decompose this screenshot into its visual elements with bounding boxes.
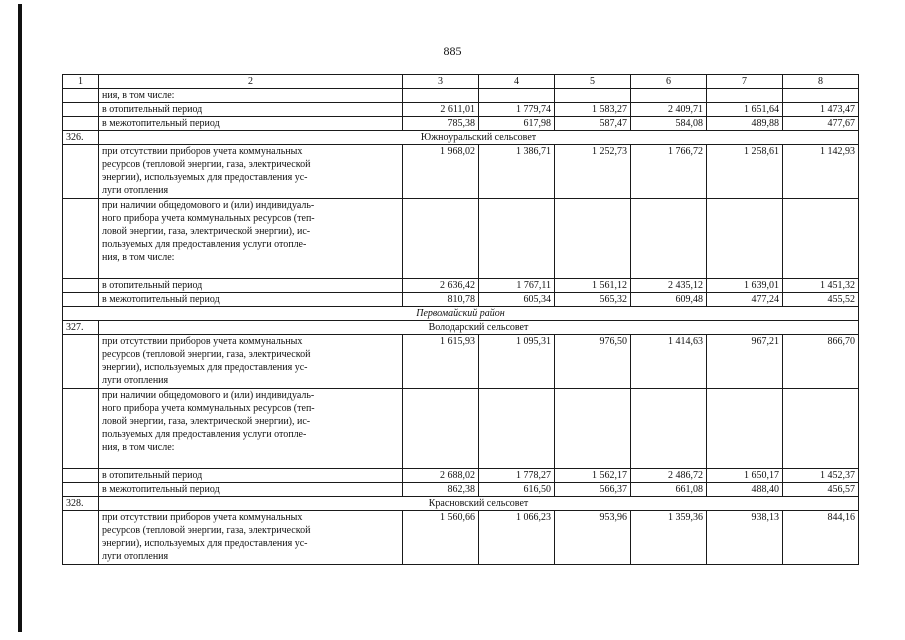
table-row xyxy=(63,199,859,279)
value-cell xyxy=(631,389,707,469)
value-cell xyxy=(479,389,555,469)
value-cell xyxy=(783,389,859,469)
value-cell: 616,50 xyxy=(479,483,555,497)
row-number xyxy=(63,117,99,131)
value-cell: 953,96 xyxy=(555,511,631,565)
row-label: в отопительный период xyxy=(99,103,403,117)
binding-edge-line xyxy=(18,4,22,632)
value-cell: 862,38 xyxy=(403,483,479,497)
value-cell: 1 583,27 xyxy=(555,103,631,117)
table-row xyxy=(63,145,859,199)
value-cell: 2 636,42 xyxy=(403,279,479,293)
value-cell xyxy=(555,199,631,279)
district-row xyxy=(63,307,859,321)
section-row xyxy=(63,321,859,335)
value-cell: 2 486,72 xyxy=(631,469,707,483)
header-row xyxy=(63,75,859,89)
value-cell xyxy=(403,199,479,279)
value-cell: 938,13 xyxy=(707,511,783,565)
row-label: ния, в том числе: xyxy=(99,89,403,103)
row-number xyxy=(63,335,99,389)
tariff-table xyxy=(62,74,859,565)
value-cell: 455,52 xyxy=(783,293,859,307)
value-cell: 1 414,63 xyxy=(631,335,707,389)
value-cell: 2 409,71 xyxy=(631,103,707,117)
value-cell xyxy=(707,199,783,279)
section-row xyxy=(63,131,859,145)
table-row xyxy=(63,279,859,293)
value-cell: 2 688,02 xyxy=(403,469,479,483)
table-row xyxy=(63,469,859,483)
value-cell: 1 561,12 xyxy=(555,279,631,293)
row-number xyxy=(63,293,99,307)
value-cell xyxy=(631,199,707,279)
table-row xyxy=(63,293,859,307)
header-cell: 6 xyxy=(631,75,707,89)
value-cell: 1 778,27 xyxy=(479,469,555,483)
value-cell: 1 095,31 xyxy=(479,335,555,389)
value-cell: 1 650,17 xyxy=(707,469,783,483)
value-cell: 477,67 xyxy=(783,117,859,131)
value-cell: 584,08 xyxy=(631,117,707,131)
value-cell: 866,70 xyxy=(783,335,859,389)
value-cell: 1 767,11 xyxy=(479,279,555,293)
value-cell: 1 252,73 xyxy=(555,145,631,199)
header-cell: 1 xyxy=(63,75,99,89)
header-cell: 7 xyxy=(707,75,783,89)
value-cell xyxy=(403,89,479,103)
value-cell: 1 766,72 xyxy=(631,145,707,199)
value-cell: 661,08 xyxy=(631,483,707,497)
value-cell: 477,24 xyxy=(707,293,783,307)
row-label: в межотопительный период xyxy=(99,293,403,307)
value-cell: 1 452,37 xyxy=(783,469,859,483)
value-cell: 456,57 xyxy=(783,483,859,497)
value-cell xyxy=(631,89,707,103)
value-cell: 1 560,66 xyxy=(403,511,479,565)
row-label: в отопительный период xyxy=(99,469,403,483)
value-cell xyxy=(783,199,859,279)
header-cell: 8 xyxy=(783,75,859,89)
value-cell: 1 142,93 xyxy=(783,145,859,199)
section-title: Володарский сельсовет xyxy=(99,321,859,335)
row-number: 328. xyxy=(63,497,99,511)
value-cell: 967,21 xyxy=(707,335,783,389)
value-cell xyxy=(479,89,555,103)
row-number xyxy=(63,145,99,199)
value-cell: 566,37 xyxy=(555,483,631,497)
value-cell: 1 258,61 xyxy=(707,145,783,199)
row-label: при отсутствии приборов учета коммунальных ресурсов (тепловой энергии, газа, электрической энергии), используемых для предоставления ус- луги отопления xyxy=(99,145,403,199)
value-cell: 810,78 xyxy=(403,293,479,307)
header-cell: 5 xyxy=(555,75,631,89)
value-cell: 1 562,17 xyxy=(555,469,631,483)
district-title: Первомайский район xyxy=(63,307,859,321)
row-number xyxy=(63,279,99,293)
header-cell: 2 xyxy=(99,75,403,89)
table-row xyxy=(63,335,859,389)
value-cell: 1 651,64 xyxy=(707,103,783,117)
value-cell xyxy=(707,89,783,103)
value-cell: 1 359,36 xyxy=(631,511,707,565)
row-number xyxy=(63,469,99,483)
value-cell: 489,88 xyxy=(707,117,783,131)
row-label: при отсутствии приборов учета коммунальных ресурсов (тепловой энергии, газа, электрической энергии), используемых для предоставления ус- луги отопления xyxy=(99,335,403,389)
value-cell: 1 386,71 xyxy=(479,145,555,199)
value-cell: 565,32 xyxy=(555,293,631,307)
table-row xyxy=(63,117,859,131)
value-cell xyxy=(555,389,631,469)
table-row xyxy=(63,89,859,103)
section-title: Южноуральский сельсовет xyxy=(99,131,859,145)
value-cell: 1 451,32 xyxy=(783,279,859,293)
row-label: в межотопительный период xyxy=(99,483,403,497)
value-cell: 617,98 xyxy=(479,117,555,131)
value-cell xyxy=(403,389,479,469)
value-cell xyxy=(783,89,859,103)
value-cell xyxy=(479,199,555,279)
row-label: при наличии общедомового и (или) индивидуаль- ного прибора учета коммунальных ресурсов (теп- ловой энергии, газа, электрической энергии), ис- пользуемых для предоставления услуги отопле- ния, в том числе: xyxy=(99,389,403,469)
row-number xyxy=(63,483,99,497)
value-cell: 1 066,23 xyxy=(479,511,555,565)
value-cell: 1 473,47 xyxy=(783,103,859,117)
value-cell: 785,38 xyxy=(403,117,479,131)
table-row xyxy=(63,483,859,497)
value-cell: 844,16 xyxy=(783,511,859,565)
value-cell: 1 615,93 xyxy=(403,335,479,389)
row-number: 327. xyxy=(63,321,99,335)
row-label: в межотопительный период xyxy=(99,117,403,131)
page-number: 885 xyxy=(443,44,462,58)
value-cell xyxy=(707,389,783,469)
value-cell: 587,47 xyxy=(555,117,631,131)
row-number xyxy=(63,103,99,117)
value-cell: 2 435,12 xyxy=(631,279,707,293)
value-cell xyxy=(555,89,631,103)
value-cell: 609,48 xyxy=(631,293,707,307)
row-label: при наличии общедомового и (или) индивидуаль- ного прибора учета коммунальных ресурсов (теп- ловой энергии, газа, электрической энергии), ис- пользуемых для предоставления услуги отопле- ния, в том числе: xyxy=(99,199,403,279)
value-cell: 1 639,01 xyxy=(707,279,783,293)
header-cell: 4 xyxy=(479,75,555,89)
row-number xyxy=(63,199,99,279)
value-cell: 2 611,01 xyxy=(403,103,479,117)
table-row xyxy=(63,511,859,565)
table-row xyxy=(63,103,859,117)
row-label: при отсутствии приборов учета коммунальных ресурсов (тепловой энергии, газа, электрической энергии), используемых для предоставления ус- луги отопления xyxy=(99,511,403,565)
value-cell: 1 779,74 xyxy=(479,103,555,117)
value-cell: 488,40 xyxy=(707,483,783,497)
value-cell: 976,50 xyxy=(555,335,631,389)
section-row xyxy=(63,497,859,511)
row-number xyxy=(63,511,99,565)
row-number xyxy=(63,89,99,103)
row-number: 326. xyxy=(63,131,99,145)
section-title: Красновский сельсовет xyxy=(99,497,859,511)
row-label: в отопительный период xyxy=(99,279,403,293)
row-number xyxy=(63,389,99,469)
value-cell: 605,34 xyxy=(479,293,555,307)
header-cell: 3 xyxy=(403,75,479,89)
table-row xyxy=(63,389,859,469)
value-cell: 1 968,02 xyxy=(403,145,479,199)
